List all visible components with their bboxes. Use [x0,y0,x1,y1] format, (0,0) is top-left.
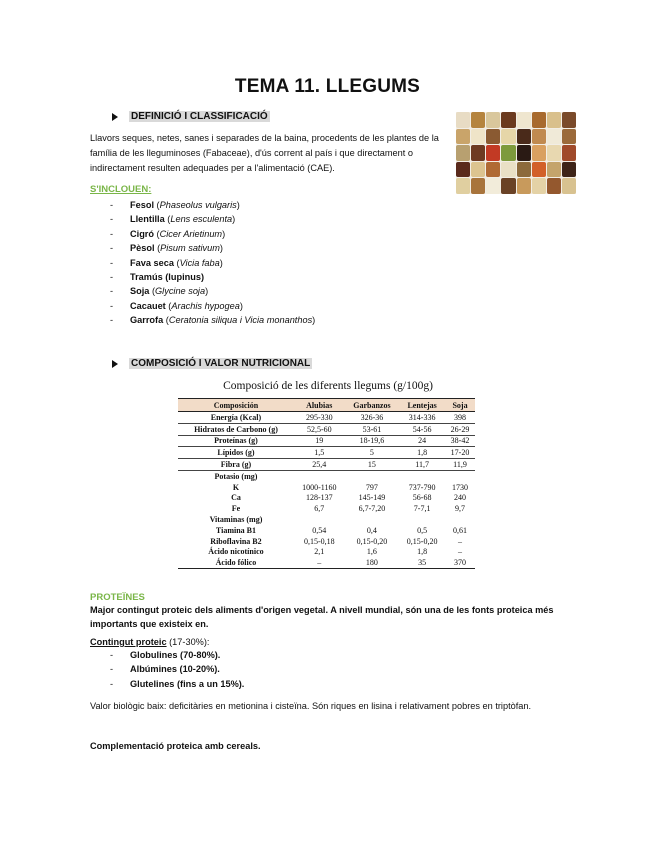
table-row [178,536,475,547]
table-row-label: Ca [231,493,241,503]
legume-latin-name: Cicer Arietinum [159,228,223,239]
dash-bullet: - [110,286,114,297]
table-cell: 0,54 [312,525,327,535]
table-cell: 398 [445,412,475,424]
composition-table [178,398,475,569]
table-row [178,423,475,435]
legume-item: - Soja (Glycine soja) [110,284,440,298]
table-row-label: Potasio (mg) [214,471,258,481]
definition-paragraph: Llavors seques, netes, sanes i separades de la baina, procedents de les plantes de la família de les lleguminoses (Fabaceae), d'ús corrent al país i que directament o indirectament resulten adequades per a l'alimentació (CAE). [90,133,439,173]
table-cell: 26-29 [445,423,475,435]
legume-item: - Llentilla (Lens esculenta) [110,212,440,226]
proteins-heading: PROTEÏNES [90,592,145,603]
table-row [178,493,475,504]
table-cell: 11,7 [399,459,445,471]
table-row [178,447,475,459]
page-title: TEMA 11. LLEGUMS [234,76,421,97]
table-cell: 15 [345,459,400,471]
table-cell: 180 [345,557,400,568]
table-cell: 38-42 [445,435,475,447]
protein-content-label: Contingut proteic [90,637,167,647]
table-cell: – [458,547,463,557]
table-header-cell: Composición [178,399,294,412]
dash-bullet: - [110,271,114,282]
table-cell [399,470,445,481]
table-cell: 6,7 [314,504,325,514]
table-row-label: Tiamina B1 [215,525,257,535]
section-heading-text: DEFINICIÓ I CLASSIFICACIÓ [131,111,268,122]
dash-bullet: - [110,243,114,254]
table-cell: 25,4 [294,459,345,471]
legume-item: - Pèsol (Pisum sativum) [110,241,440,255]
table-cell: 0,61 [453,525,468,535]
table-cell: 11,9 [445,459,475,471]
table-row [178,525,475,536]
table-cell: – [458,536,463,546]
table-cell: 17-20 [445,447,475,459]
table-cell [445,514,475,525]
legume-latin-name: Lens esculenta [170,214,233,225]
table-cell: 54-56 [399,423,445,435]
table-cell: 737-790 [408,482,436,492]
table-cell: 240 [454,493,467,503]
table-row-label: Energía (Kcal) [178,412,294,424]
protein-item-text: Albúmines (10-20%). [130,664,220,675]
arrow-bullet-icon [112,113,118,121]
dash-bullet: - [110,228,114,239]
legume-name: Cigró [130,228,154,239]
dash-bullet: - [110,257,114,268]
arrow-bullet-icon [112,360,118,368]
table-row [178,435,475,447]
protein-item [110,677,410,691]
legume-name: Tramús (lupinus) [130,271,205,282]
legume-item [110,270,440,284]
protein-item [110,662,410,676]
table-cell: 9,7 [455,504,466,514]
legume-latin-name: Glycine soja [155,286,206,297]
protein-item-text: Glutelines (fins a un 15%). [130,678,245,689]
table-row-label: K [232,482,240,492]
table-row [178,470,475,481]
table-row [178,482,475,493]
table-row-label: Vitaminas (mg) [209,515,263,525]
table-cell: – [294,557,345,568]
protein-content-range: (17-30%): [166,637,210,647]
table-row [178,514,475,525]
table-header-row [178,399,475,412]
table-cell: 1,8 [399,447,445,459]
table-cell [399,514,445,525]
section-heading-text: COMPOSICIÓ I VALOR NUTRICIONAL [131,358,311,369]
section-heading-definition [112,111,270,122]
table-row-label: Ácido nicotínico [208,547,264,557]
legume-item: - Fava seca (Vicia faba) [110,256,440,270]
legume-item: - Cigró (Cicer Arietinum) [110,227,440,241]
table-cell: 0,15-0,18 [303,536,335,546]
table-cell [345,514,400,525]
legume-item: - Garrofa (Ceratonia siliqua i Vicia monanthos) [110,313,440,327]
legumes-photo [456,112,576,194]
table-cell: 56-68 [412,493,432,503]
table-cell: 1,5 [294,447,345,459]
table-cell: 1000-1160 [302,482,337,492]
table-row [178,547,475,558]
table-row [178,459,475,471]
legume-name: Fesol [130,200,154,210]
table-cell: 0,15-0,20 [356,536,388,546]
legume-name: Fava seca [130,257,174,268]
dash-bullet: - [110,650,114,660]
dash-bullet: - [110,678,114,689]
table-cell: 314-336 [399,412,445,424]
table-header-cell: Alubias [294,399,345,412]
table-cell: 145-149 [358,493,386,503]
dash-bullet: - [110,664,114,675]
table-row-label: Riboflavina B2 [210,536,262,546]
table-cell: 295-330 [294,412,345,424]
table-cell: 24 [399,435,445,447]
complementation-line: Complementació proteica amb cereals. [90,741,261,751]
legume-list [110,198,440,328]
table-row-label: Fe [231,504,241,514]
table-cell: 2,1 [314,547,325,557]
table-row [178,503,475,514]
dash-bullet: - [110,300,114,311]
legume-name: Soja [130,286,150,297]
legume-item: - Fesol (Phaseolus vulgaris) [110,198,440,212]
legume-name: Garrofa [130,315,164,326]
table-cell: 1,8 [417,547,428,557]
table-cell: 1,6 [366,547,377,557]
biological-value-paragraph: Valor biològic baix: deficitàries en metionina i cisteïna. Són riques en lisina i relativament pobres en triptòfan. [90,701,532,711]
table-cell [294,470,345,481]
table-header-cell: Lentejas [399,399,445,412]
table-cell: 0,4 [366,525,377,535]
table-header-cell: Soja [445,399,475,412]
table-row [178,412,475,424]
table-row [178,557,475,568]
proteins-paragraph: Major contingut proteic dels aliments d'origen vegetal. A nivell mundial, són una de les fonts proteica més importants que existeix en. [90,605,554,629]
table-cell: 35 [399,557,445,568]
table-cell: 0,15-0,20 [406,536,438,546]
legume-latin-name: Vicia faba [179,257,220,268]
table-cell [445,470,475,481]
protein-item-text: Globulines (70-80%). [130,650,221,660]
table-cell: 6,7-7,20 [358,504,386,514]
table-cell [294,514,345,525]
table-row-label: Proteínas (g) [178,435,294,447]
dash-bullet: - [110,315,114,326]
legume-latin-name: Phaseolus vulgaris [159,200,237,210]
table-cell: 19 [294,435,345,447]
table-row-label: Ácido fólico [178,557,294,568]
table-cell: 0,5 [417,525,428,535]
table-cell: 5 [345,447,400,459]
includes-label: S'INCLOUEN: [90,184,152,195]
table-cell: 797 [365,482,378,492]
legume-name: Pèsol [130,243,155,254]
table-row-label: Hidratos de Carbono (g) [178,423,294,435]
dash-bullet: - [110,200,114,210]
protein-list [110,648,410,691]
table-header-cell: Garbanzos [345,399,400,412]
table-cell: 18-19,6 [345,435,400,447]
section-heading-composition [112,358,312,369]
dash-bullet: - [110,214,114,225]
legume-latin-name: Ceratonia siliqua i Vicia monanthos [168,315,313,326]
legume-latin-name: Pisum sativum [160,243,220,254]
table-cell: 128-137 [305,493,333,503]
table-row-label: Fibra (g) [178,459,294,471]
table-cell: 52,5-60 [294,423,345,435]
legume-item: - Cacauet (Arachis hypogea) [110,299,440,313]
table-cell: 326-36 [345,412,400,424]
table-cell: 7-7,1 [413,504,431,514]
legume-name: Llentilla [130,214,165,225]
legume-name: Cacauet [130,300,166,311]
legume-latin-name: Arachis hypogea [171,300,240,311]
table-cell [345,470,400,481]
protein-item [110,648,410,662]
table-title: Composició de les diferents llegums (g/100g) [223,380,433,392]
table-cell: 1730 [452,482,469,492]
table-row-label: Lípidos (g) [178,447,294,459]
table-cell: 53-61 [345,423,400,435]
table-cell: 370 [445,557,475,568]
